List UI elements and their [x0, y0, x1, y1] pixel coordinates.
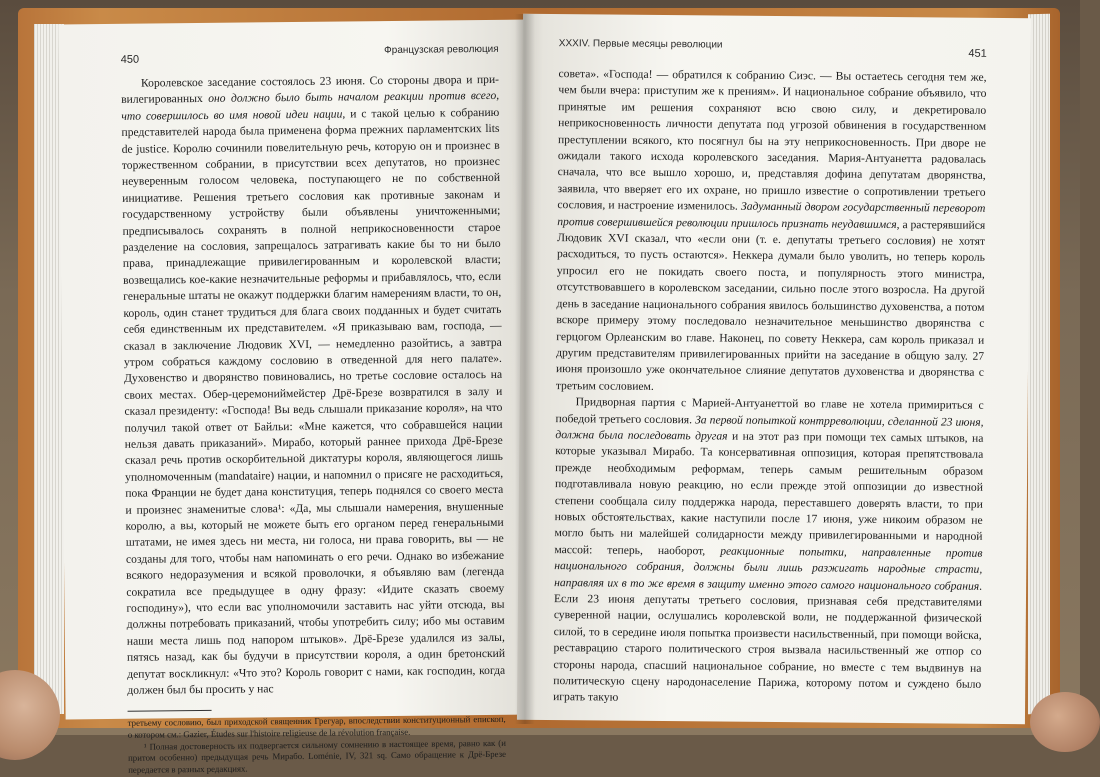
left-page-number: 450: [120, 53, 140, 66]
text-run: Придворная партия с Марией-Антуанеттой во главе не хотела примириться с победой третьего сословия.: [555, 395, 984, 426]
page-edges-right: [1028, 14, 1050, 715]
text-run: Королевское заседание состоялось 23 июня. Со стороны двора и при-вилегированных: [121, 72, 500, 107]
left-running-head: [121, 44, 499, 68]
right-body-text: [553, 66, 987, 710]
left-body-text: [121, 72, 506, 699]
text-run: . Если 23 июня депутаты третьего сословия, признавая себя представителями суверенной нации, ослушались королевской воли, не поддержанной физической силой, то в середине июля попытка произвести насильственный, при помощи войска, реставрацию старого политического строя вызвала насильственный же отпор со стороны народа, спасший национальное собрание, но вместе с тем выдвинув на политическую сцену народонаселение Парижа, которому потом и суждено было играть такую: [553, 579, 983, 705]
book-gutter: [515, 14, 535, 724]
italic-run: реакционные попытки, направленные против национального собрания, должны были лишь разжигать народные страсти, направляя их в то же время в защиту именно этого самого национального собрания: [554, 544, 983, 593]
right-page-number: 451: [968, 47, 987, 60]
footnote-rule: [128, 710, 212, 712]
italic-run: За первой попыткой контрреволюции, сделанной 23 июня, должна была последовать другая: [555, 412, 984, 443]
right-paragraph-2: [553, 394, 984, 709]
footnote-continuation: третьему сословию, был приходской священник Грегуар, впоследствии конституционный епископ, о котором см.: Gazier, Études sur l'histoire religieuse de la révolution française.: [127, 714, 506, 740]
text-run: и на этот раз при помощи тех самых штыков, на которые указывал Мирабо. Та консервативная оппозиция, которая препятствовала прежде необходимым реформам, теперь самым решительным образом подготавливала новую реакцию, но если прежде этой оппозиции до известной степени сообщала силу поддержка народа, переставшего доверять власти, то при новых обстоятельствах, какие наступили после 17 июня, уже никоим образом не могло быть ни малейшей солидарности между привилегированными и народной массой: теперь, наоборот,: [554, 429, 984, 558]
text-run: , и с такой целью к собранию представителей народа была применена форма прежних парламентских lits de justice. Королю сочинили повелительную речь, которую он и произнес в торжественном собрании, в присутствии всех депутатов, но произнес неуверенным голосом человека, поступающего не по собственной инициативе. Решения третьего сословия как противные законам и государственному устройству были объявлены уничтоженными; предписывалось сохранять в полной неприкосновенности старое разделение на сословия, запрещалось затрагивать какие бы то ни было права, принадлежащие привилегированным и королевской власти; возвещались кое-какие незначительные реформы и прибавлялось, что, если генеральные штаты не окажут поддержки благим намерениям власти, то он, король, один станет трудиться для блага своих подданных и будет считать себя единственным их представителем. «Я приказываю вам, господа, — сказал в заключение Людовик XVI, — немедленно разойтись, а завтра утром собраться каждому сословию в отведенной для него палате». Духовенство и дворянство повиновались, но третье сословие осталось на своих местах. Обер-церемониймейстер Дрё-Брезе возвратился в залу и сказал президенту: «Господа! Вы ведь слышали приказание короля», на что получил такой ответ от Байльи: «Мне кажется, что собравшейся нации нельзя давать приказаний». Мирабо, который раннее прихода Дрё-Брезе сказал речь против оскорбительной диктатуры короля, являющегося лишь уполномоченным (mandataire) нации, и напомнил о присяге не расходиться, пока Франции не будет дана конституция, теперь поднялся со своего места и произнес знаменитые слова¹: «Да, мы слышали намерения, внушенные королю, а вы, который не можете быть его органом перед генеральными штатами, не имея здесь ни места, ни голоса, ни права говорить, вы — не созданы для того, чтобы нам напоминать о его речи. Однако во избежание всякого недоразумения и всякой проволочки, я объявляю вам (легенда сократила все предыдущее в одну фразу: «Идите сказать своему господину»), что если вас уполномочили заставить нас уйти отсюда, вы должны потребовать приказаний, чтобы употребить силу; ибо мы оставим наши места лишь под напором штыков». Дрё-Брезе удалился из залы, пятясь назад, как бы будучи в присутствии короля, а один бретонский депутат воскликнул: «Что это? Король говорит с нами, как господин, когда должен был бы просить у нас: [121, 105, 506, 697]
italic-run: оно должно было быть началом реакции против всего, что совершилось во имя новой идеи нации: [121, 89, 500, 123]
right-thumb: [1030, 692, 1100, 752]
left-footnotes: [128, 714, 507, 776]
right-page: [517, 14, 1031, 724]
left-paragraph-1: [121, 72, 506, 699]
right-paragraph-1: [556, 66, 987, 398]
left-running-title: Французская революция: [384, 43, 499, 57]
italic-run: Задуманный двором государственный переворот против совершившейся революции пришлось признать неудавшимся: [557, 199, 986, 231]
footnote-1: ¹ Полная достоверность их подвергается сильному сомнению в настоящее время, равно как (и притом особенно) предыдущая речь Мирабо. Loménie, IV, 321 sq. Само обращение к Дрё-Брезе передается в разных редакциях.: [128, 737, 507, 775]
text-run: совета». «Господа! — обратился к собранию Сиэс. — Вы остаетесь сегодня тем же, чем были вчера: приступим же к прениям». И национальное собрание объявило, что принятые им решения сохраняют всю свою силу, и декретировало неприкосновенность личности депутата под угрозой обвинения в государственном преступлении всякого, кто посягнул бы на эту неприкосновенность. При дворе не ожидали такого исхода королевского заседания. Мария-Антуанетта радовалась сначала, что все вышло хорошо, и, представляя дофина депутатам дворянства, заявила, что вверяет его их охране, но пришло известие о сопротивлении третьего сословия, и настроение изменилось.: [557, 67, 987, 213]
text-run: , а растерявшийся Людовик XVI сказал, что «если они (т. е. депутаты третьего сословия) не хотят расходиться, то пусть остаются». Неккера думали было уволить, но теперь король упросил его не покидать своего поста, и популярность этого министра, отсутствовавшего в королевском заседании, сильно после этого возросла. На другой день в заседание национального собрания явилось большинство духовенства, а потом вскоре примеру этому последовало незначительное меньшинство дворянства с герцогом Орлеанским во главе. Наконец, по совету Неккера, сам король приказал и другим представителям привилегированных прийти на заседание в общую залу. 27 июня произошло уже окончательное слияние депутатов духовенства и дворянства с третьим сословием.: [555, 217, 986, 393]
left-page: [58, 20, 535, 775]
right-running-head: [559, 38, 987, 62]
right-running-title: XXXIV. Первые месяцы революции: [558, 38, 723, 51]
